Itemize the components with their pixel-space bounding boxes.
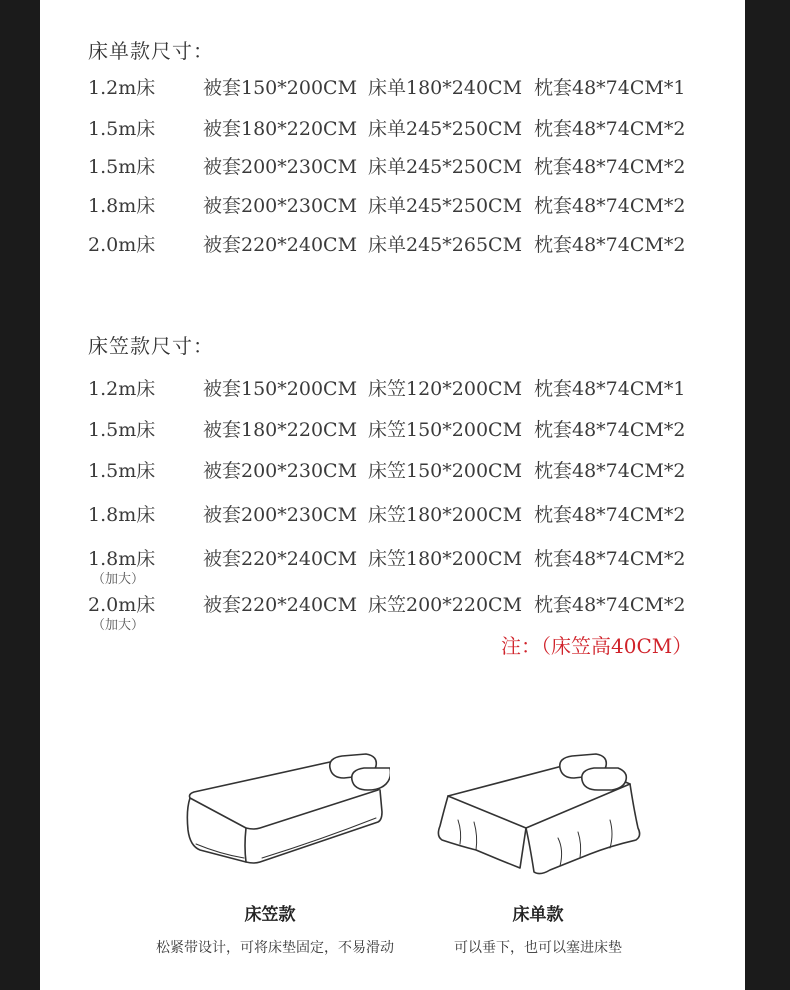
sheet-section-title: 床单款尺寸： bbox=[88, 39, 214, 63]
quilt-size: 被套180*220CM bbox=[203, 118, 358, 140]
fitted-caption: 床笠款 bbox=[244, 905, 296, 925]
fitted-size: 床笠150*200CM bbox=[368, 419, 523, 441]
flat-description: 可以垂下，也可以塞进床垫 bbox=[454, 940, 622, 956]
quilt-size: 被套150*200CM bbox=[203, 378, 358, 400]
pillow-size: 枕套48*74CM*2 bbox=[534, 195, 686, 217]
quilt-size: 被套220*240CM bbox=[203, 548, 358, 570]
bed-size: 1.5m床 bbox=[88, 118, 156, 140]
bed-size: 1.5m床 bbox=[88, 156, 156, 178]
fitted-size: 床笠180*200CM bbox=[368, 548, 523, 570]
bed-size: 1.8m床 bbox=[88, 548, 156, 570]
quilt-size: 被套200*230CM bbox=[203, 195, 358, 217]
fitted-description: 松紧带设计，可将床垫固定，不易滑动 bbox=[156, 940, 394, 956]
pillow-size: 枕套48*74CM*2 bbox=[534, 156, 686, 178]
pillow-size: 枕套48*74CM*2 bbox=[534, 419, 686, 441]
pillow-size: 枕套48*74CM*2 bbox=[534, 460, 686, 482]
pillow-size: 枕套48*74CM*2 bbox=[534, 234, 686, 256]
pillow-size: 枕套48*74CM*2 bbox=[534, 594, 686, 616]
bed-size: 1.5m床 bbox=[88, 460, 156, 482]
bed-size: 1.5m床 bbox=[88, 419, 156, 441]
content-panel bbox=[40, 0, 745, 990]
quilt-size: 被套220*240CM bbox=[203, 594, 358, 616]
quilt-size: 被套180*220CM bbox=[203, 419, 358, 441]
bed-size-note: （加大） bbox=[92, 572, 145, 587]
quilt-size: 被套220*240CM bbox=[203, 234, 358, 256]
bed-size: 2.0m床 bbox=[88, 594, 156, 616]
flat-sheet-illustration bbox=[430, 750, 645, 880]
sheet-size: 床单245*265CM bbox=[368, 234, 523, 256]
fitted-sheet-illustration bbox=[180, 750, 390, 875]
quilt-size: 被套200*230CM bbox=[203, 504, 358, 526]
pillow-size: 枕套48*74CM*2 bbox=[534, 118, 686, 140]
fitted-height-note: 注：（床笠高40CM） bbox=[501, 634, 693, 658]
bed-size: 1.8m床 bbox=[88, 195, 156, 217]
fitted-size: 床笠150*200CM bbox=[368, 460, 523, 482]
bed-size: 1.2m床 bbox=[88, 77, 156, 99]
sheet-size: 床单245*250CM bbox=[368, 118, 523, 140]
sheet-size: 床单245*250CM bbox=[368, 156, 523, 178]
pillow-size: 枕套48*74CM*2 bbox=[534, 504, 686, 526]
bed-size-note: （加大） bbox=[92, 618, 145, 633]
fitted-section-title: 床笠款尺寸： bbox=[88, 334, 214, 358]
sheet-size: 床单245*250CM bbox=[368, 195, 523, 217]
pillow-size: 枕套48*74CM*1 bbox=[534, 378, 686, 400]
bed-size: 2.0m床 bbox=[88, 234, 156, 256]
sheet-size: 床单180*240CM bbox=[368, 77, 523, 99]
pillow-size: 枕套48*74CM*2 bbox=[534, 548, 686, 570]
flat-caption: 床单款 bbox=[512, 905, 564, 925]
quilt-size: 被套200*230CM bbox=[203, 156, 358, 178]
quilt-size: 被套200*230CM bbox=[203, 460, 358, 482]
pillow-size: 枕套48*74CM*1 bbox=[534, 77, 686, 99]
quilt-size: 被套150*200CM bbox=[203, 77, 358, 99]
fitted-size: 床笠200*220CM bbox=[368, 594, 523, 616]
fitted-size: 床笠120*200CM bbox=[368, 378, 523, 400]
bed-size: 1.2m床 bbox=[88, 378, 156, 400]
fitted-size: 床笠180*200CM bbox=[368, 504, 523, 526]
bed-size: 1.8m床 bbox=[88, 504, 156, 526]
